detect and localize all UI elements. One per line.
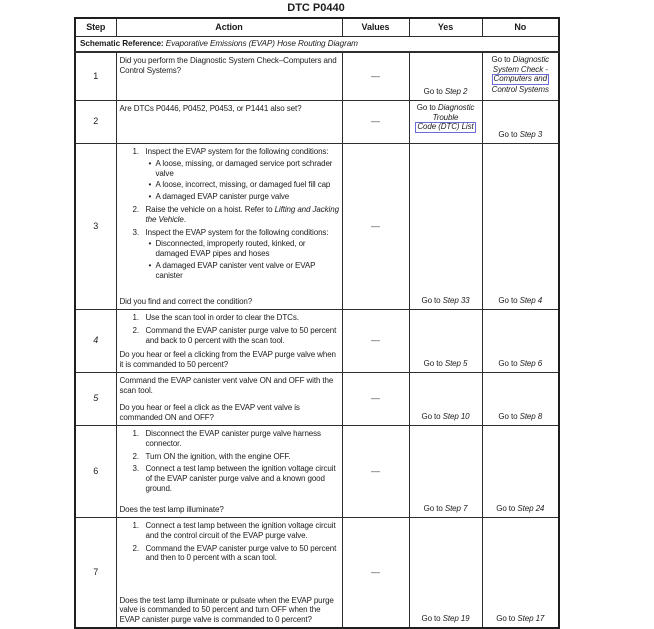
text-run: Go to [423, 87, 445, 97]
values-cell: — [342, 144, 409, 310]
action-item [120, 544, 340, 564]
values-cell: — [342, 518, 409, 629]
text-run: Does the test lamp illuminate or pulsate when the EVAP purge valve is commanded to 50 percent and turn OFF when the EVAP canister purge valve is commanded to 0 percent? [119, 595, 334, 625]
text-run: Are DTCs P0446, P0452, P0453, or P1441 also set? [119, 104, 302, 113]
text-run: Step 8 [519, 412, 543, 422]
action-item [120, 147, 340, 157]
no-cell [482, 373, 559, 426]
goto-line [485, 296, 557, 306]
text-run: Step 24 [517, 504, 545, 514]
action-item [120, 326, 340, 346]
text-run: Go to [421, 296, 443, 306]
column-header-action: Action [116, 18, 342, 37]
yes-cell [409, 426, 482, 518]
action-item [120, 228, 340, 238]
text-run: Raise the vehicle on a hoist. Refer to [145, 204, 275, 214]
action-item-text [146, 326, 340, 346]
action-bullet-text [156, 261, 340, 281]
text-run: Step 6 [519, 359, 543, 369]
bullet-marker: • [148, 192, 152, 202]
action-paragraph [120, 104, 340, 114]
goto-line [412, 103, 480, 113]
text-run: A loose, incorrect, missing, or damaged fuel fill cap [155, 180, 331, 190]
text-run: Step 19 [442, 614, 470, 624]
action-bullet [120, 192, 340, 202]
step-cell: 5 [75, 373, 116, 426]
goto-line [485, 412, 557, 422]
text-run: Did you perform the Diagnostic System Check–Computers and Control Systems? [119, 56, 337, 75]
yes-cell [409, 310, 482, 373]
yes-cell [409, 518, 482, 629]
text-run: Trouble [432, 112, 459, 122]
text-run: Step 17 [517, 614, 545, 624]
text-run: Inspect the EVAP system for the following conditions: [145, 147, 329, 156]
action-content [117, 310, 342, 372]
yes-cell [409, 144, 482, 310]
action-item-text [146, 429, 340, 449]
action-item-text [146, 521, 340, 541]
action-item [120, 313, 340, 323]
step-cell: 6 [75, 426, 116, 518]
action-cell [116, 373, 342, 426]
text-run: Step 7 [444, 504, 468, 514]
step-cell: 3 [75, 144, 116, 310]
goto-line [412, 359, 480, 369]
text-run: Use the scan tool in order to clear the DTCs. [145, 313, 299, 322]
text-run: Go to [496, 504, 518, 514]
text-run: Go to [423, 504, 445, 514]
schematic-reference-value: Evaporative Emissions (EVAP) Hose Routing Diagram [165, 38, 358, 48]
text-run: Command the EVAP canister vent valve ON and OFF with the scan tool. [119, 376, 334, 395]
text-run: . [183, 214, 186, 224]
step-cell: 2 [75, 101, 116, 144]
text-run: Go to [423, 359, 445, 369]
text-run: Does the test lamp illuminate? [119, 505, 224, 515]
text-run: Diagnostic [437, 103, 475, 112]
action-cell [116, 101, 342, 144]
action-question [120, 294, 340, 307]
table-row-step-5 [75, 373, 559, 426]
goto-line [412, 296, 480, 306]
header-row [75, 18, 559, 37]
action-item-number: 1. [132, 147, 139, 156]
text-run: Go to [421, 614, 443, 624]
column-header-no: No [482, 18, 559, 37]
action-cell [116, 52, 342, 101]
yes-cell [409, 373, 482, 426]
action-content [117, 144, 342, 309]
text-run: Do you hear or feel a clicking from the EVAP purge valve when it is commanded to 50 percent? [119, 350, 336, 370]
text-run: Disconnected, improperly routed, kinked, or damaged EVAP pipes and hoses [155, 239, 306, 259]
goto-line [485, 55, 557, 65]
goto-line [412, 614, 480, 624]
text-run: Turn ON the ignition, with the engine OFF. [145, 451, 291, 461]
text-run: Control Systems [491, 84, 549, 94]
action-content [117, 518, 342, 627]
goto-line [485, 65, 557, 75]
action-item-number: 1. [132, 313, 139, 322]
action-item [120, 464, 340, 493]
no-cell [482, 101, 559, 144]
text-run: Lifting and Jacking the Vehicle [145, 204, 339, 224]
table-row-step-4 [75, 310, 559, 373]
no-cell [482, 52, 559, 101]
text-run: Command the EVAP canister purge valve to 50 percent and then to 0 percent with a scan tool. [145, 543, 337, 563]
text-run: System Check - [492, 64, 548, 74]
schematic-reference-cell [75, 37, 559, 53]
schematic-reference-row [75, 37, 559, 53]
text-run: Disconnect the EVAP canister purge valve harness connector. [145, 429, 321, 448]
bullet-marker: • [148, 260, 152, 270]
goto-line [412, 412, 480, 422]
text-run: Step 3 [519, 130, 543, 140]
action-bullet [120, 159, 340, 179]
text-run: Go to [498, 412, 520, 422]
action-bullet [120, 180, 340, 190]
reference-link[interactable]: Code (DTC) List [417, 122, 474, 132]
goto-line [485, 359, 557, 369]
action-paragraph [120, 376, 340, 396]
action-item-number: 2. [132, 451, 139, 461]
no-cell [482, 518, 559, 629]
goto-line [485, 85, 557, 95]
text-run: Inspect the EVAP system for the following conditions: [145, 227, 329, 237]
action-bullet [120, 261, 340, 281]
action-item-number: 2. [132, 325, 139, 335]
table-row-step-2 [75, 101, 559, 144]
text-run: Diagnostic [512, 55, 550, 64]
text-run: Did you find and correct the condition? [119, 297, 253, 307]
action-item-text [146, 464, 340, 493]
action-item-number: 1. [132, 521, 139, 530]
goto-line [412, 113, 480, 123]
text-run: Go to [491, 55, 513, 64]
action-item-text [146, 452, 340, 462]
table-row-step-6 [75, 426, 559, 518]
text-run: Step 5 [444, 359, 468, 369]
bullet-marker: • [148, 180, 152, 190]
goto-line [412, 122, 480, 133]
action-content [117, 101, 342, 143]
bullet-marker: • [148, 158, 152, 168]
action-item [120, 429, 340, 449]
action-item-text [146, 313, 340, 323]
table-row-step-7 [75, 518, 559, 629]
values-cell: — [342, 310, 409, 373]
values-cell: — [342, 426, 409, 518]
action-item-text [146, 147, 340, 157]
column-header-values: Values [342, 18, 409, 37]
text-run: Command the EVAP canister purge valve to 50 percent and back to 0 percent with the scan tool. [145, 325, 337, 345]
action-item-number: 3. [132, 227, 139, 237]
action-item [120, 521, 340, 541]
text-run: Go to [498, 296, 520, 306]
action-item-number: 2. [132, 204, 139, 214]
yes-cell [409, 101, 482, 144]
text-run: Do you hear or feel a click as the EVAP vent valve is commanded ON and OFF? [119, 403, 300, 423]
step-cell: 1 [75, 52, 116, 101]
text-run: Step 4 [519, 296, 543, 306]
action-content [117, 53, 342, 100]
action-item [120, 452, 340, 462]
action-question [120, 347, 340, 370]
yes-cell [409, 52, 482, 101]
page-title: DTC P0440 [287, 2, 345, 14]
action-bullet-text [156, 180, 340, 190]
action-cell [116, 426, 342, 518]
action-bullet [120, 239, 340, 259]
goto-line [485, 504, 557, 514]
action-item-number: 3. [132, 464, 139, 474]
text-run: A loose, missing, or damaged service port schrader valve [155, 158, 333, 178]
action-question [120, 593, 340, 625]
action-item-number: 1. [132, 429, 139, 438]
action-cell [116, 518, 342, 629]
action-bullet-text [156, 239, 340, 259]
text-run: Step 10 [442, 412, 470, 422]
action-item-text [146, 544, 340, 564]
action-bullet-text [156, 159, 340, 179]
action-content [117, 426, 342, 517]
action-item-text [146, 228, 340, 238]
text-run: Go to [498, 359, 520, 369]
text-run: Go to [496, 614, 518, 624]
no-cell [482, 310, 559, 373]
text-run: Connect a test lamp between the ignition voltage circuit and the control circuit of the EVAP purge valve. [145, 521, 336, 540]
bullet-marker: • [148, 239, 152, 249]
column-header-step: Step [75, 18, 116, 37]
no-cell [482, 144, 559, 310]
action-paragraph [120, 56, 340, 76]
goto-line [485, 130, 557, 140]
diagnostic-table [74, 17, 560, 629]
text-run: Go to [416, 103, 438, 112]
step-cell: 4 [75, 310, 116, 373]
text-run: Go to [421, 412, 443, 422]
values-cell: — [342, 373, 409, 426]
action-question [120, 502, 340, 515]
action-bullet-text [156, 192, 340, 202]
action-content [117, 373, 342, 425]
table-row-step-1 [75, 52, 559, 101]
table-row-step-3 [75, 144, 559, 310]
goto-line [412, 504, 480, 514]
column-header-yes: Yes [409, 18, 482, 37]
action-item-number: 2. [132, 543, 139, 553]
action-cell [116, 310, 342, 373]
reference-link[interactable]: Computers and [493, 74, 547, 84]
text-run: A damaged EVAP canister purge valve [155, 192, 290, 202]
goto-line [485, 74, 557, 85]
no-cell [482, 426, 559, 518]
values-cell: — [342, 52, 409, 101]
text-run: Connect a test lamp between the ignition voltage circuit of the EVAP canister purge valve and a known good ground. [145, 464, 336, 493]
goto-line [412, 87, 480, 97]
text-run: Step 33 [442, 296, 470, 306]
text-run: A damaged EVAP canister vent valve or EVAP canister [155, 260, 316, 280]
schematic-reference-label: Schematic Reference: [80, 38, 164, 48]
text-run: Step 2 [444, 87, 468, 97]
action-item-text [146, 205, 340, 225]
step-cell: 7 [75, 518, 116, 629]
text-run: Go to [498, 130, 520, 140]
values-cell: — [342, 101, 409, 144]
action-cell [116, 144, 342, 310]
action-item [120, 205, 340, 225]
action-question [120, 400, 340, 423]
goto-line [485, 614, 557, 624]
